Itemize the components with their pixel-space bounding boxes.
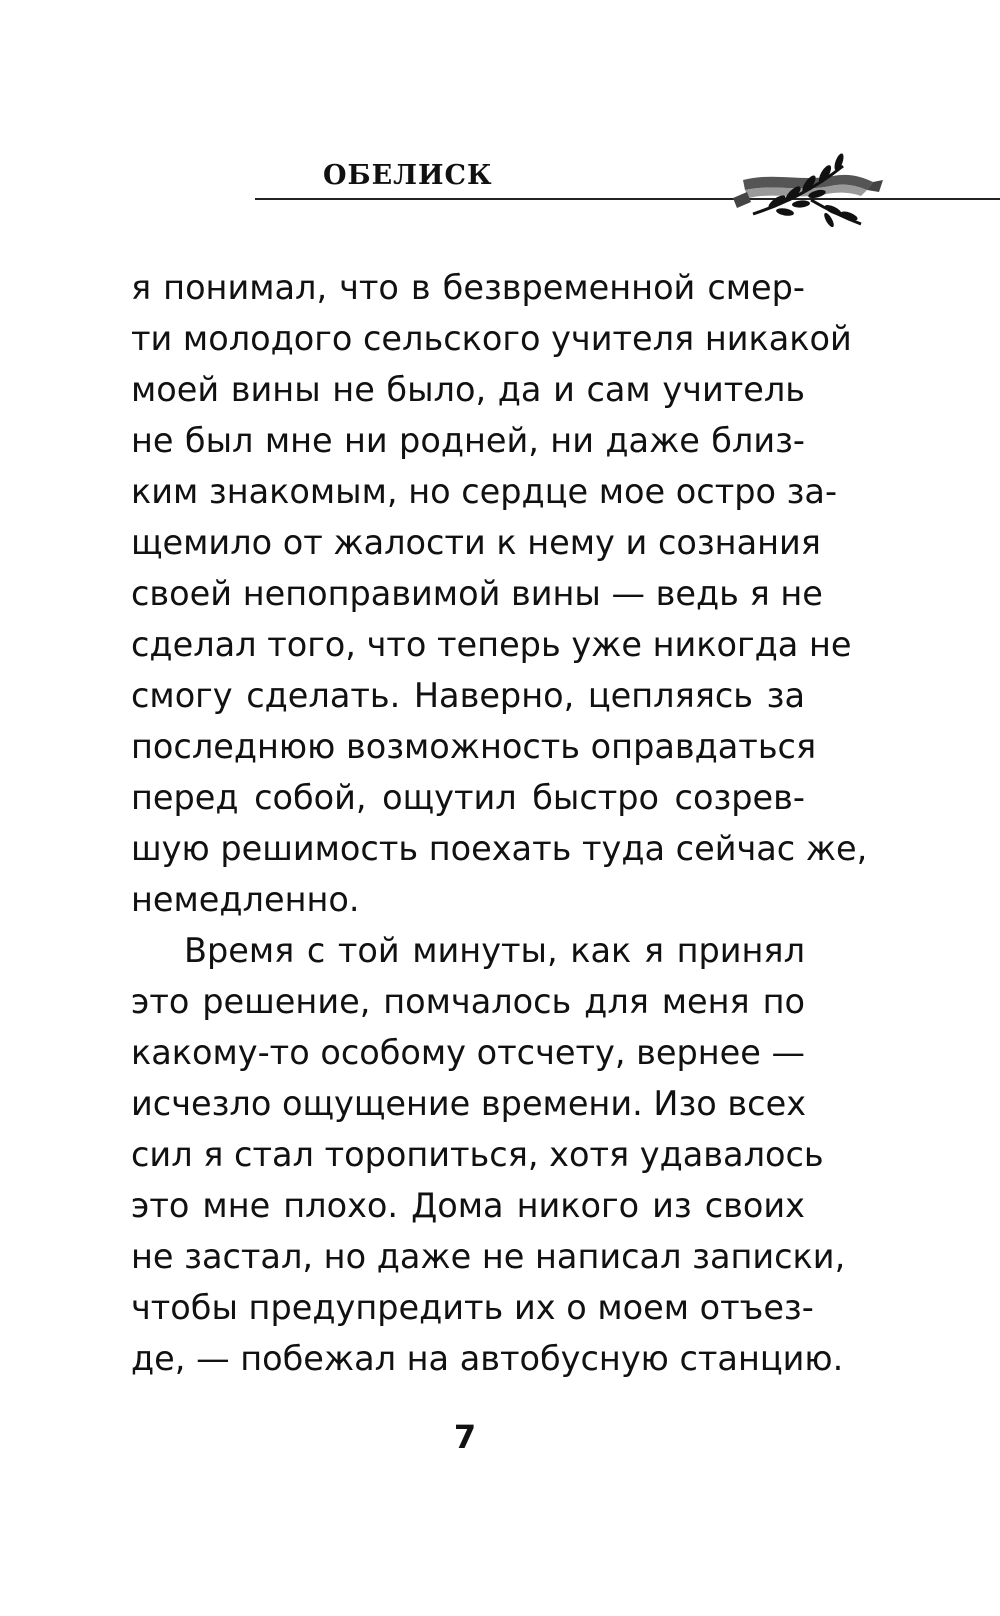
text-line: моей вины не было, да и сам учитель: [131, 370, 805, 409]
text-line: последнюю возможность оправдаться: [131, 727, 817, 766]
text-line: это мне плохо. Дома никого из своих: [131, 1186, 805, 1225]
text-line: немедленно.: [131, 880, 360, 919]
text-line: какому-то особому отсчету, вернее —: [131, 1033, 806, 1072]
text-line: де, — побежал на автобусную станцию.: [131, 1339, 844, 1378]
body-text: [131, 262, 868, 1384]
text-line: чтобы предупредить их о моем отъез-: [131, 1288, 814, 1327]
text-line: смогу сделать. Наверно, цепляясь за: [131, 676, 805, 715]
text-line: сделал того, что теперь уже никогда не: [131, 625, 852, 664]
text-line: не застал, но даже не написал записки,: [131, 1237, 846, 1276]
text-line: не был мне ни родней, ни даже близ-: [131, 421, 805, 460]
text-line: сил я стал торопиться, хотя удавалось: [131, 1135, 824, 1174]
text-line: Время с той минуты, как я принял: [184, 931, 805, 970]
text-line: это решение, помчалось для меня по: [131, 982, 805, 1021]
running-head: [255, 152, 1000, 232]
text-line: ти молодого сельского учителя никакой: [131, 319, 852, 358]
text-line: щемило от жалости к нему и сознания: [131, 523, 821, 562]
text-line: я понимал, что в безвременной смер-: [131, 268, 805, 307]
running-title: ОБЕЛИСК: [323, 160, 493, 191]
paragraph: [131, 262, 868, 925]
text-line: своей непоправимой вины — ведь я не: [131, 574, 823, 613]
text-line: перед собой, ощутил быстро созрев-: [131, 778, 805, 817]
text-line: исчезло ощущение времени. Изо всех: [131, 1084, 807, 1123]
laurel-ribbon-icon: [733, 152, 883, 232]
header-rule: [255, 198, 1000, 200]
paragraph: [131, 925, 846, 1384]
page-number: 7: [453, 1418, 477, 1456]
text-line: ким знакомым, но сердце мое остро за-: [131, 472, 838, 511]
text-line: шую решимость поехать туда сейчас же,: [131, 829, 868, 868]
